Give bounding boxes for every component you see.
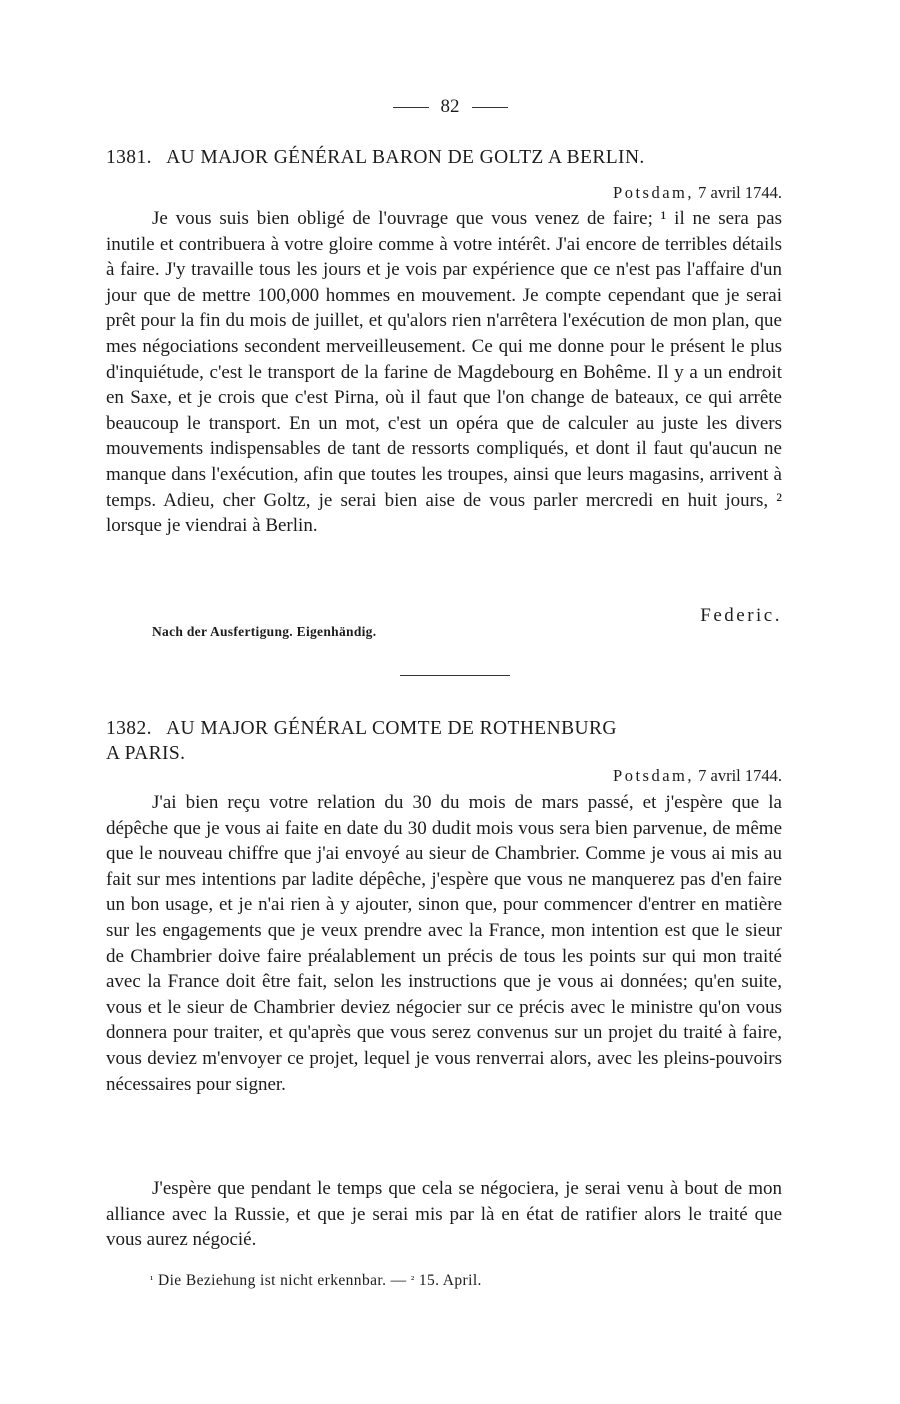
page-number-dash-right: [472, 107, 508, 108]
footnotes: [150, 1272, 482, 1290]
footnote-1-text: Die Beziehung ist nicht erkennbar. —: [157, 1272, 407, 1289]
page-number-value: 82: [440, 96, 460, 117]
letter-1382-dateline: [106, 766, 782, 786]
letter-1381-dateline: [106, 183, 782, 203]
letter-1382-heading: [106, 716, 782, 766]
letter-1382-number: 1382.: [106, 718, 152, 739]
letter-1381-body: Je vous suis bien obligé de l'ouvrage que vous venez de faire; ¹ il ne sera pas inutile et contribuera à votre gloire comme à votre intérêt. J'ai encore de terribles détails à faire. J'y travaille tous les jours et je vois par expérience que ce n'est pas l'affaire d'un jour que de mettre 100,000 hommes en mouvement. Je compte cependant que je serai prêt pour la fin du mois de juillet, et qu'alors rien n'arrêtera l'exécution de mon plan, que mes négociations secondent merveilleusement. Ce qui me donne pour le présent le plus d'inquiétude, c'est le transport de la farine de Magdebourg en Bohême. Il y a un endroit en Saxe, et je crois que c'est Pirna, où il faut que l'on change de bateaux, ce qui arrête beaucoup le transport. En un mot, c'est un opéra que de calculer au juste les divers mouvements indispensables de tant de ressorts compliqués, et dont il faut qu'aucun ne manque dans l'exécution, afin que toutes les troupes, ainsi que leurs magasins, arrivent à temps. Adieu, cher Goltz, je serai bien aise de vous parler mercredi en huit jours, ² lorsque je viendrai à Berlin.: [106, 208, 782, 537]
footnote-2-text: 15. April.: [418, 1272, 482, 1289]
letter-1382-title-line2: A PARIS.: [106, 743, 186, 764]
footnote-2-mark: ²: [410, 1274, 415, 1286]
page-number-dash-left: [393, 107, 429, 108]
letter-1381-title: AU MAJOR GÉNÉRAL BARON DE GOLTZ A BERLIN.: [166, 147, 645, 168]
letter-1381-date: 7 avril 1744.: [698, 183, 782, 202]
section-divider: [400, 675, 510, 676]
letter-1382-body-paragraph-1: J'ai bien reçu votre relation du 30 du mois de mars passé, et j'espère que la dépêche que je vous ai faite en date du 30 dudit mois vous sera bien parvenue, de même que le nouveau chiffre que j'ai envoyé au sieur de Chambrier. Comme je vous ai mis au fait sur mes intentions par ladite dépêche, j'espère que vous ne manquerez pas d'en faire un bon usage, et je n'ai rien à y ajouter, sinon que, pour commencer d'entrer en matière sur les engagements que je veux prendre avec la France, mon intention est que le sieur de Chambrier doive faire préalablement un précis de tous les points sur qui mon traité avec la France doit être fait, selon les instructions que je vous ai données; qu'en suite, vous et le sieur de Chambrier deviez négocier sur ce précis avec le ministre qu'on vous donnera pour traiter, et qu'après que vous serez convenus sur un projet du traité à faire, vous deviez m'envoyer ce projet, lequel je vous renverrai alors, avec les pleins-pouvoirs nécessaires pour signer.: [106, 792, 782, 1095]
letter-1381-number: 1381.: [106, 147, 152, 168]
page-number: [0, 96, 900, 118]
letter-1382-date: 7 avril 1744.: [698, 766, 782, 785]
letter-1381-heading: [106, 145, 782, 170]
letter-1382-body-paragraph-2: J'espère que pendant le temps que cela se négociera, je serai venu à bout de mon alliance avec la Russie, et que je serai mis par là en état de ratifier alors le traité que vous aurez négocié.: [106, 1178, 782, 1251]
letter-1382-title-line1: AU MAJOR GÉNÉRAL COMTE DE ROTHENBURG: [166, 718, 617, 739]
footnote-1-mark: ¹: [150, 1274, 154, 1286]
letter-1381-place: Potsdam,: [613, 183, 694, 202]
letter-1381-signature: Federic.: [700, 605, 782, 626]
letter-1381-source-note: Nach der Ausfertigung. Eigenhändig.: [152, 624, 377, 639]
letter-1382-place: Potsdam,: [613, 766, 694, 785]
